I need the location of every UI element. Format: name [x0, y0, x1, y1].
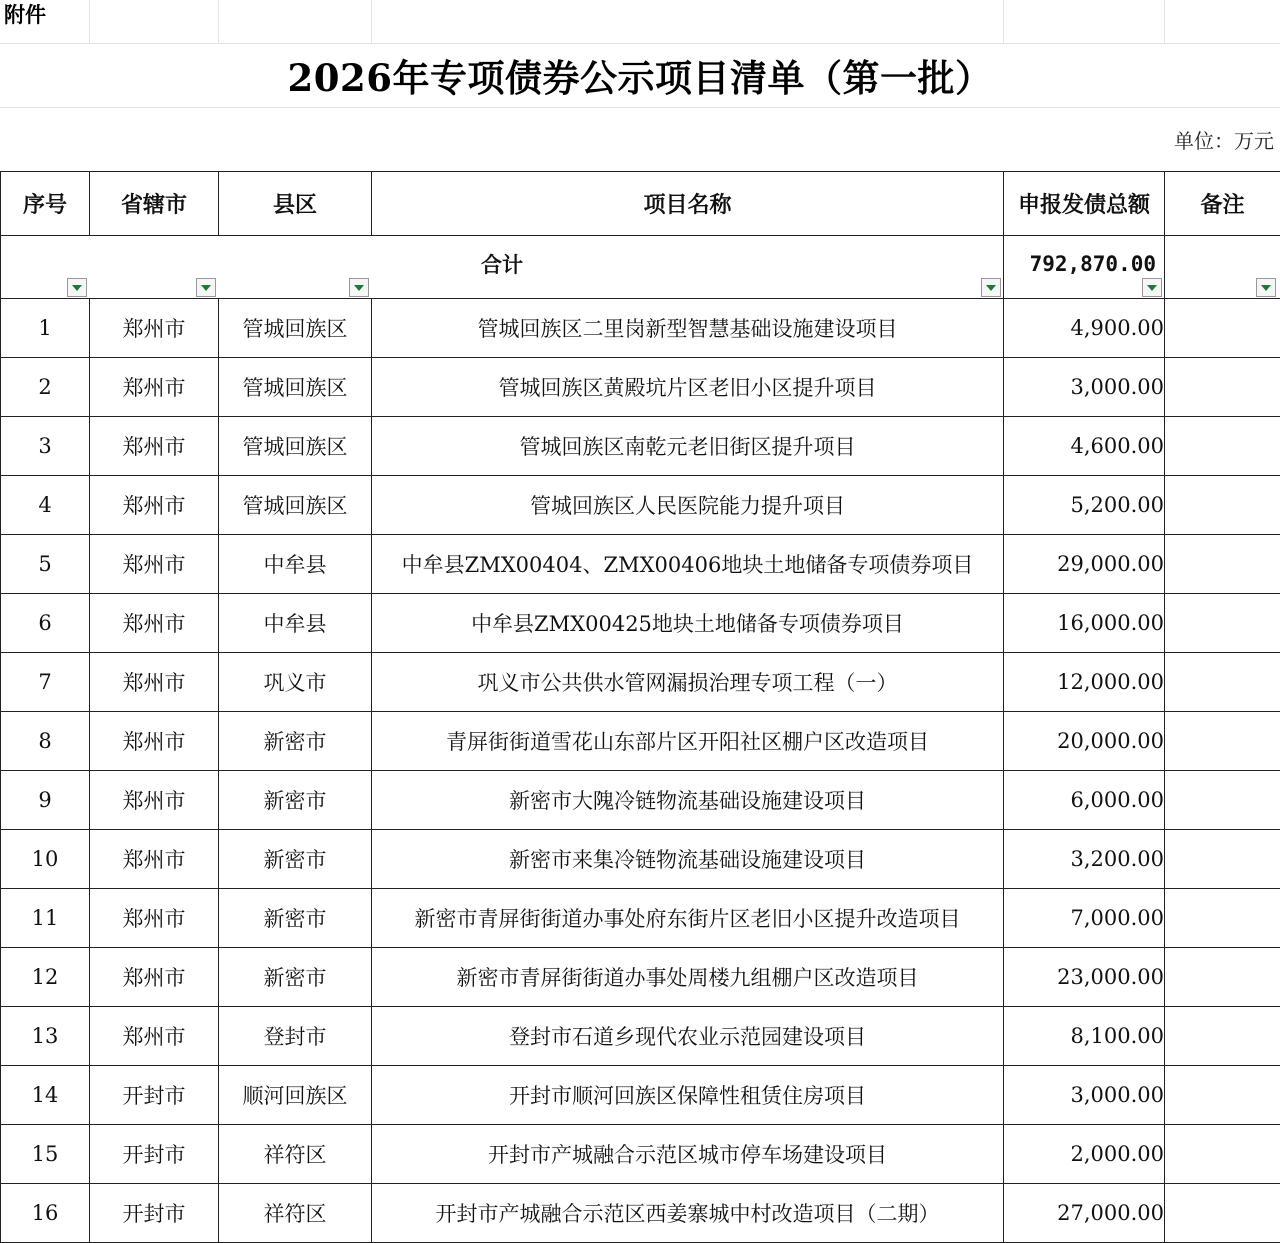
- filter-dropdown-icon[interactable]: [67, 278, 87, 297]
- row-seq: 11: [1, 889, 90, 948]
- unit-label: 单位：万元: [1174, 126, 1274, 156]
- row-seq: 14: [1, 1066, 90, 1125]
- row-amount: 5,200.00: [1004, 476, 1165, 535]
- row-amount: 3,000.00: [1004, 1066, 1165, 1125]
- row-county: 新密市: [219, 948, 372, 1007]
- filter-dropdown-icon[interactable]: [196, 278, 216, 297]
- row-project-name: 管城回族区人民医院能力提升项目: [372, 476, 1004, 535]
- header-row: [1, 172, 1280, 236]
- row-note: [1165, 889, 1280, 948]
- row-amount: 4,900.00: [1004, 299, 1165, 358]
- row-county: 新密市: [219, 889, 372, 948]
- row-amount: 3,000.00: [1004, 358, 1165, 417]
- row-seq: 4: [1, 476, 90, 535]
- row-county: 管城回族区: [219, 358, 372, 417]
- row-note: [1165, 594, 1280, 653]
- row-note: [1165, 1066, 1280, 1125]
- grid-line: [89, 0, 90, 44]
- row-seq: 5: [1, 535, 90, 594]
- filter-dropdown-icon[interactable]: [981, 278, 1001, 297]
- row-seq: 1: [1, 299, 90, 358]
- row-note: [1165, 830, 1280, 889]
- row-amount: 27,000.00: [1004, 1184, 1165, 1243]
- row-county: 祥符区: [219, 1125, 372, 1184]
- row-note: [1165, 1184, 1280, 1243]
- row-county: 管城回族区: [219, 299, 372, 358]
- row-note: [1165, 712, 1280, 771]
- filter-dropdown-icon[interactable]: [349, 278, 369, 297]
- row-seq: 6: [1, 594, 90, 653]
- row-note: [1165, 476, 1280, 535]
- row-project-name: 开封市产城融合示范区城市停车场建设项目: [372, 1125, 1004, 1184]
- row-note: [1165, 1125, 1280, 1184]
- total-label: 合计: [1, 249, 1003, 279]
- total-row: [1, 236, 1280, 299]
- row-seq: 7: [1, 653, 90, 712]
- row-county: 巩义市: [219, 653, 372, 712]
- row-amount: 16,000.00: [1004, 594, 1165, 653]
- row-amount: 7,000.00: [1004, 889, 1165, 948]
- row-project-name: 开封市产城融合示范区西姜寨城中村改造项目（二期）: [372, 1184, 1004, 1243]
- row-county: 管城回族区: [219, 476, 372, 535]
- table-row: [1, 358, 1280, 417]
- row-city: 开封市: [90, 1125, 219, 1184]
- row-project-name: 新密市青屏街街道办事处周楼九组棚户区改造项目: [372, 948, 1004, 1007]
- row-county: 祥符区: [219, 1184, 372, 1243]
- filter-dropdown-icon[interactable]: [1256, 278, 1276, 297]
- row-project-name: 管城回族区黄殿坑片区老旧小区提升项目: [372, 358, 1004, 417]
- row-note: [1165, 1007, 1280, 1066]
- row-project-name: 管城回族区南乾元老旧街区提升项目: [372, 417, 1004, 476]
- row-seq: 8: [1, 712, 90, 771]
- row-city: 郑州市: [90, 299, 219, 358]
- row-county: 顺河回族区: [219, 1066, 372, 1125]
- row-project-name: 新密市大隗冷链物流基础设施建设项目: [372, 771, 1004, 830]
- row-city: 郑州市: [90, 594, 219, 653]
- row-note: [1165, 771, 1280, 830]
- row-city: 郑州市: [90, 948, 219, 1007]
- table-row: [1, 712, 1280, 771]
- row-note: [1165, 299, 1280, 358]
- row-project-name: 青屏街街道雪花山东部片区开阳社区棚户区改造项目: [372, 712, 1004, 771]
- row-county: 新密市: [219, 830, 372, 889]
- table-row: [1, 830, 1280, 889]
- attachment-label: 附件: [4, 0, 46, 30]
- row-note: [1165, 358, 1280, 417]
- row-amount: 23,000.00: [1004, 948, 1165, 1007]
- row-city: 郑州市: [90, 417, 219, 476]
- project-table: [0, 171, 1280, 1243]
- row-seq: 12: [1, 948, 90, 1007]
- row-county: 新密市: [219, 771, 372, 830]
- filter-dropdown-icon[interactable]: [1142, 278, 1162, 297]
- row-amount: 29,000.00: [1004, 535, 1165, 594]
- header-county: 县区: [219, 172, 372, 236]
- row-city: 郑州市: [90, 653, 219, 712]
- row-amount: 2,000.00: [1004, 1125, 1165, 1184]
- table-row: [1, 417, 1280, 476]
- row-county: 管城回族区: [219, 417, 372, 476]
- table-row: [1, 653, 1280, 712]
- table-row: [1, 948, 1280, 1007]
- row-seq: 2: [1, 358, 90, 417]
- row-seq: 10: [1, 830, 90, 889]
- row-city: 郑州市: [90, 771, 219, 830]
- row-amount: 12,000.00: [1004, 653, 1165, 712]
- row-amount: 8,100.00: [1004, 1007, 1165, 1066]
- row-project-name: 管城回族区二里岗新型智慧基础设施建设项目: [372, 299, 1004, 358]
- row-city: 郑州市: [90, 830, 219, 889]
- row-county: 新密市: [219, 712, 372, 771]
- row-city: 郑州市: [90, 1007, 219, 1066]
- row-note: [1165, 535, 1280, 594]
- header-city: 省辖市: [90, 172, 219, 236]
- row-city: 郑州市: [90, 535, 219, 594]
- table-row: [1, 535, 1280, 594]
- page-title: 2026年专项债券公示项目清单（第一批）: [0, 50, 1280, 106]
- row-amount: 3,200.00: [1004, 830, 1165, 889]
- row-project-name: 新密市来集冷链物流基础设施建设项目: [372, 830, 1004, 889]
- row-city: 郑州市: [90, 476, 219, 535]
- row-note: [1165, 417, 1280, 476]
- row-project-name: 登封市石道乡现代农业示范园建设项目: [372, 1007, 1004, 1066]
- row-county: 登封市: [219, 1007, 372, 1066]
- table-row: [1, 889, 1280, 948]
- grid-line: [371, 0, 372, 44]
- row-county: 中牟县: [219, 535, 372, 594]
- grid-line: [1003, 0, 1004, 44]
- grid-line: [0, 43, 1280, 44]
- row-city: 开封市: [90, 1184, 219, 1243]
- row-county: 中牟县: [219, 594, 372, 653]
- table-row: [1, 771, 1280, 830]
- row-note: [1165, 948, 1280, 1007]
- table-row: [1, 594, 1280, 653]
- row-project-name: 中牟县ZMX00425地块土地储备专项债券项目: [372, 594, 1004, 653]
- grid-line: [1164, 0, 1165, 44]
- row-amount: 4,600.00: [1004, 417, 1165, 476]
- row-city: 郑州市: [90, 358, 219, 417]
- row-amount: 20,000.00: [1004, 712, 1165, 771]
- table-row: [1, 476, 1280, 535]
- row-project-name: 中牟县ZMX00404、ZMX00406地块土地储备专项债券项目: [372, 535, 1004, 594]
- total-amount-cell: [1004, 236, 1165, 299]
- row-project-name: 开封市顺河回族区保障性租赁住房项目: [372, 1066, 1004, 1125]
- table-row: [1, 1125, 1280, 1184]
- row-seq: 16: [1, 1184, 90, 1243]
- total-amount: 792,870.00: [1004, 252, 1164, 276]
- table-row: [1, 1066, 1280, 1125]
- table-row: [1, 1007, 1280, 1066]
- row-amount: 6,000.00: [1004, 771, 1165, 830]
- table-row: [1, 1184, 1280, 1243]
- grid-line: [218, 0, 219, 44]
- row-seq: 9: [1, 771, 90, 830]
- row-seq: 3: [1, 417, 90, 476]
- header-project: 项目名称: [372, 172, 1004, 236]
- header-seq: 序号: [1, 172, 90, 236]
- total-label-cell: [1, 236, 1004, 299]
- row-note: [1165, 653, 1280, 712]
- row-city: 郑州市: [90, 712, 219, 771]
- total-note-cell: [1165, 236, 1280, 299]
- row-project-name: 巩义市公共供水管网漏损治理专项工程（一）: [372, 653, 1004, 712]
- row-seq: 13: [1, 1007, 90, 1066]
- row-city: 开封市: [90, 1066, 219, 1125]
- header-amount: 申报发债总额: [1004, 172, 1165, 236]
- row-project-name: 新密市青屏街街道办事处府东街片区老旧小区提升改造项目: [372, 889, 1004, 948]
- row-city: 郑州市: [90, 889, 219, 948]
- header-note: 备注: [1165, 172, 1280, 236]
- grid-line: [0, 107, 1280, 108]
- row-seq: 15: [1, 1125, 90, 1184]
- table-row: [1, 299, 1280, 358]
